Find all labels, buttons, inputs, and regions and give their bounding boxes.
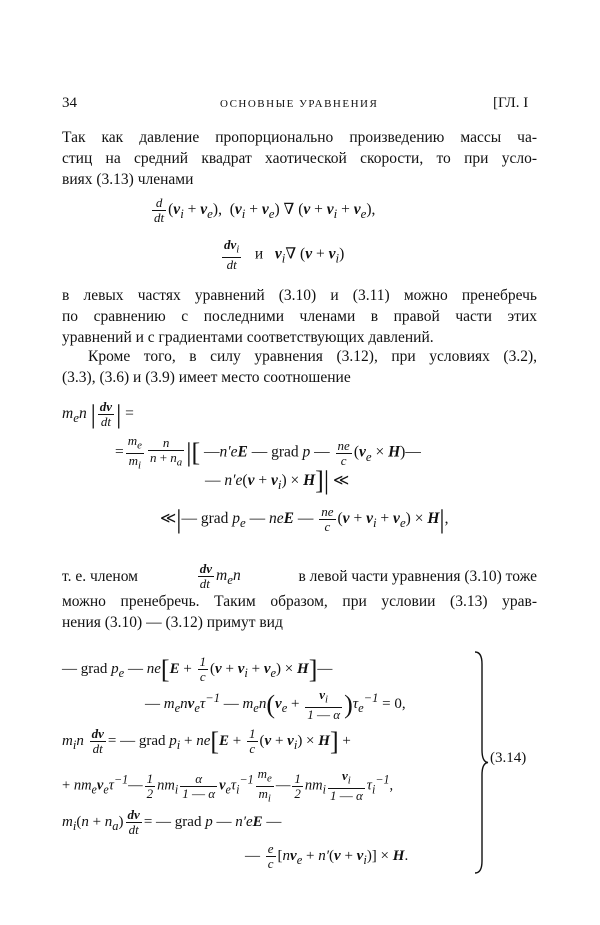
- chapter-label: [ГЛ. I: [493, 95, 529, 111]
- paragraph-4-line-3: нения (3.10) — (3.12) примут вид: [62, 614, 283, 631]
- inline-term: $\frac{dv}{dt}$ $m_en$: [199, 561, 241, 591]
- paragraph-4: [62, 562, 537, 633]
- relation-line-2: = $\frac{m_e}{m_i}$ $\frac{n}{n + n_a}$ |[ —n′eE — grad p — $\frac{ne}{c}$ ($v_e$ × H)—: [115, 433, 421, 472]
- paragraph-2-line-2: по сравнению с последними членами в правой части этих: [62, 308, 537, 325]
- relation-line-1: $m_en$ | $\frac{dv}{dt}$ | =: [62, 399, 134, 429]
- equation-terms-2: $\frac{dv_i}{dt}$ и $v_i\nabla$ $(v + v_i)$: [224, 237, 345, 272]
- equation-terms-1: $\frac{d}{dt}$ $(v_i + v_e)$, $(v_i + v_e)$ ∇ $(v + v_i + v_e)$,: [154, 195, 376, 225]
- conjunction-and: и: [254, 245, 264, 263]
- system-line-3: $m_in$ $\frac{dv}{dt}$ = — grad $p_i + ne[E$ + $\frac{1}{c}$ $(v + v_i) \times H$] +: [62, 726, 351, 756]
- paragraph-2-line-1: в левых частях уравнений (3.10) и (3.11) можно пренебречь: [62, 287, 537, 304]
- running-title: ОСНОВНЫЕ УРАВНЕНИЯ: [220, 98, 379, 110]
- paragraph-1: [62, 127, 537, 190]
- paragraph-4-line-1-start: т. е. членом: [62, 568, 138, 585]
- equation-number: (3.14): [490, 750, 527, 766]
- system-brace: [473, 650, 489, 875]
- paragraph-3: [62, 346, 537, 388]
- paragraph-3-line-2: (3.3), (3.6) и (3.9) имеет место соотношение: [62, 369, 351, 386]
- paragraph-2-line-3: уравнений и с градиентами соответствующих давлений.: [62, 329, 434, 346]
- paragraph-4-line-1-end: в левой части уравнения (3.10) тоже: [298, 568, 537, 585]
- system-line-1: — grad $p_e$ — ne[E + $\frac{1}{c}$ $(v + v_i + v_e)$ × H]—: [62, 654, 333, 684]
- paragraph-1-line-2: стиц на средний квадрат хаотической скорости, то при усло-: [62, 150, 537, 167]
- paragraph-3-line-1: Кроме того, в силу уравнения (3.12), при условиях (3.2),: [88, 348, 537, 365]
- paragraph-2: [62, 285, 537, 348]
- paragraph-4-line-2: можно пренебречь. Таким образом, при условии (3.13) урав-: [62, 593, 537, 610]
- system-line-5: $m_i(n + n_a)$ $\frac{dv}{dt}$ = — grad p — n′eE —: [62, 807, 282, 837]
- system-line-2: — $m_env_e\tau^{-1}$ — $m_en(v_e$ + $\frac{v_i}{1 — \alpha}$ )$\tau_e^{-1} = 0$,: [145, 687, 406, 722]
- paragraph-4-line-1: [62, 562, 537, 591]
- relation-line-4: ≪|— grad $p_e$ — neE — $\frac{ne}{c}$ $(v + v_i + v_e) \times H|$,: [160, 504, 449, 534]
- paragraph-1-line-3: виях (3.13) членами: [62, 171, 194, 188]
- relation-line-3: — $n'e(v + v_i) \times H]|$ ≪: [205, 466, 350, 496]
- paragraph-1-line-1: Так как давление пропорционально произведению массы ча-: [62, 129, 537, 146]
- system-line-4: + $nm_ev_e\tau^{-1}—$ $\frac{1}{2}$ $nm_i$ $\frac{\alpha}{1 — \alpha}$ $v_e\tau_i^{-1}$ $\frac{m_e}{m_i}$ — $\frac{1}{2}$ $nm_i$ $\frac{v_i}{1 — \alpha}$ $\tau_i^{-1}$,: [62, 766, 394, 805]
- system-line-6: — $\frac{e}{c}$ $[nv_e + n'(v + v_i)] \times H$.: [245, 841, 409, 871]
- page-number: 34: [62, 95, 77, 111]
